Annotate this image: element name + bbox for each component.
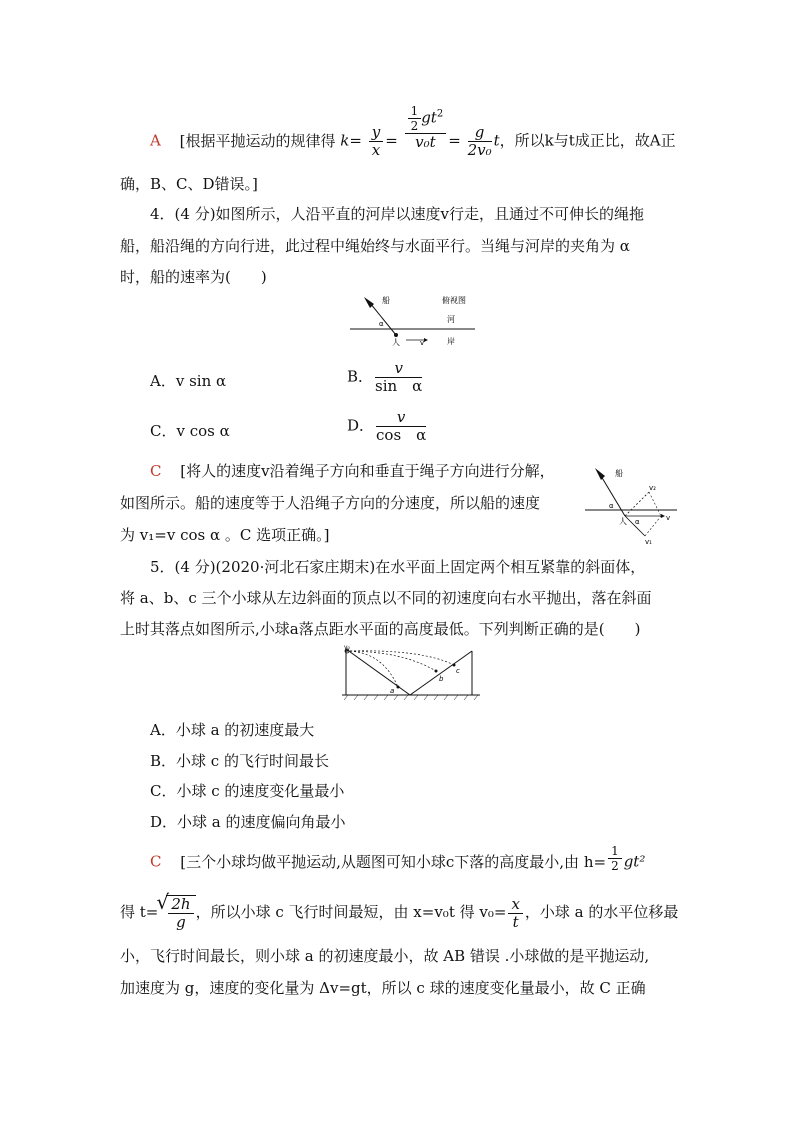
label-alpha: α [609,502,614,510]
q4-option-a: A．v sin α [150,372,227,390]
label-river: 河 [447,315,455,324]
rope [370,303,396,335]
label-view: 俯视图 [442,296,466,305]
q5-option-a: A．小球 a 的初速度最大 [150,721,315,739]
label-v1: v₁ [645,538,652,546]
q4-option-b: B． $\frac{v}{\text{sin α}}$ [347,359,423,395]
fraction-g-2v0: $\frac{g}{\text{2v₀}}$ [467,123,492,159]
label-bank: 岸 [447,337,455,346]
q3-answer-line2: 确，B、C、D错误。] [120,175,258,193]
label-boat: 船 [615,469,623,478]
answer-letter: C [150,462,162,480]
boat-shape [595,468,605,480]
q5-option-b: B．小球 c 的飞行时间最长 [150,752,329,770]
q4-figure [350,293,480,353]
q4-answer-line2: 如图所示。船的速度等于人沿绳子方向的分速度，所以船的速度 [120,494,541,512]
trajectory-b [346,651,436,671]
formula-eq: = [385,131,398,150]
q4-line3: 时，船的速率为( ) [120,268,267,286]
q4-option-c: C．v cos α [150,422,230,440]
formula-k: k [340,131,350,150]
fraction-y-x: $\frac{y}{x}$ [369,124,383,159]
label-alpha: α [379,320,384,328]
answer-text: [根据平抛运动的规律得 [179,131,336,150]
fraction-half-gt2: $\frac{1}{2}$ $gt^2$ v₀t [405,104,447,151]
person-dot [394,333,398,337]
trajectory-a [346,651,398,687]
q5-line3: 上时其落点如图所示,小球a落点距水平面的高度最低。下列判断正确的是( ) [120,620,641,638]
q4-option-d: D． $\frac{v}{\text{cos α}}$ [347,408,427,444]
arrow-head [424,338,428,342]
q3-answer-line1 [150,104,676,165]
q4-line1: 4．(4 分)如图所示，人沿平直的河岸以速度v行走，且通过不可伸长的绳拖 [150,205,645,223]
label-v: v [420,339,425,347]
q5-answer-line3: 小，飞行时间最长，则小球 a 的初速度最小，故 AB 错误 .小球做的是平抛运动, [120,947,650,965]
right-incline [410,651,472,695]
label-person: 人 [392,338,400,347]
q4-line2: 船，船沿绳的方向行进，此过程中绳始终与水面平行。当绳与河岸的夹角为 α [120,237,630,255]
q4-answer-line1: C [将人的速度v沿着绳子方向和垂直于绳子方向进行分解， [150,462,555,480]
formula-eq: = [448,131,461,150]
q5-answer-line2: 得 t= √ $\frac{2h}{g}$ ，所以小球 c 飞行时间最短，由 x=v₀t 得 v₀= $\frac{x}{t}$ ，小球 a 的水平位移最 [120,895,678,931]
label-v: v [666,514,671,522]
q5-figure [342,645,482,703]
label-v2: v₂ [649,484,656,492]
label-c: c [456,667,460,675]
q4-answer-line3: 为 v₁=v cos α 。C 选项正确。] [120,526,330,544]
q5-line1: 5．(4 分)(2020·河北石家庄期末)在水平面上固定两个相互紧靠的斜面体， [150,558,646,576]
answer-letter: C [150,852,162,871]
v2-line [625,492,649,516]
q5-option-d: D．小球 a 的速度偏向角最小 [150,813,346,831]
q5-line2: 将 a、b、c 三个小球从左边斜面的顶点以不同的初速度向右水平抛出，落在斜面 [120,589,652,607]
q5-answer-line1: C [三个小球均做平抛运动,从题图可知小球c下落的高度最小,由 h= $\frac{1}{2}$ gt² [150,844,646,873]
q5-answer-line4: 加速度为 g，速度的变化量为 Δv=gt，所以 c 球的速度变化量最小，故 C 正确 [120,979,646,997]
label-person: 人 [619,517,627,526]
label-alpha-2: α [635,518,640,526]
answer-letter: A [150,131,161,150]
q5-option-c: C．小球 c 的速度变化量最小 [150,782,345,800]
q4-answer-figure [585,462,680,550]
formula-eq: = [349,131,362,150]
label-boat: 船 [382,296,390,305]
ground-hatch [344,695,478,700]
label-b: b [439,675,444,683]
label-a: a [390,687,395,695]
answer-text: ，所以k与t成正比，故A正 [499,131,676,150]
formula-t: t [493,131,500,150]
left-incline [346,649,410,695]
label-v0: v₀ [344,645,350,651]
